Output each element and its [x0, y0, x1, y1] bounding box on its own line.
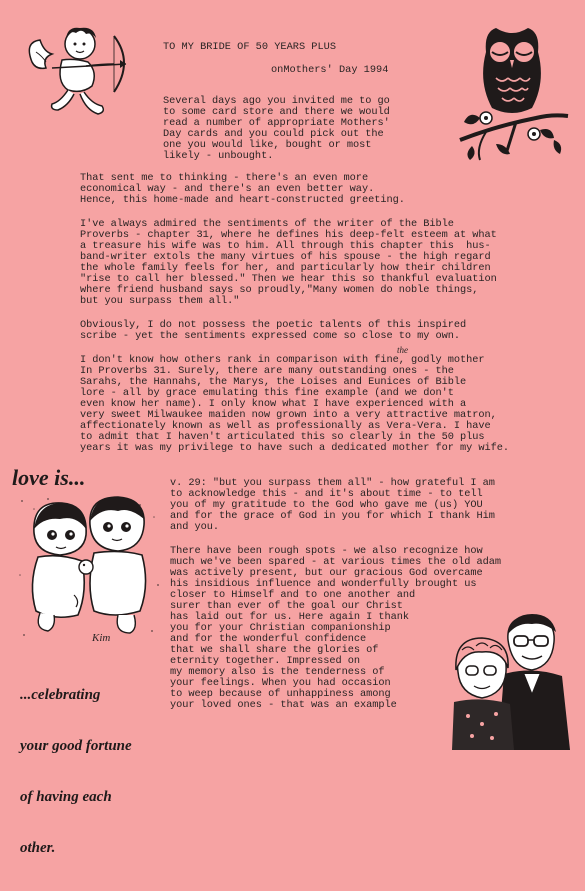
love-is-couple-icon — [14, 495, 164, 650]
paragraph-3-line: I've always admired the sentiments of the writer of the Bible — [80, 218, 454, 230]
caption-line: other. — [20, 840, 56, 856]
paragraph-4-line: Obviously, I do not possess the poetic talents of this inspired — [80, 319, 467, 331]
cartoonist-signature: Kim — [92, 632, 111, 644]
paragraph-3-line: where friend husband says so proudly,"Many women do noble things, — [80, 284, 479, 296]
paragraph-2-line: economical way - and there's an even better way. — [80, 183, 375, 195]
paragraph-5-line: affectionately known as well as professionally as Vera-Vera. I have — [80, 420, 491, 432]
paragraph-2-line: Hence, this home-made and heart-constructed greeting. — [80, 194, 405, 206]
paragraph-5-line: very sweet Milwaukee maiden now grown into a very attractive matron, — [80, 409, 497, 421]
paragraph-5-line: even know her name). I only know what I have experienced with a — [80, 398, 467, 410]
paragraph-5-line: Sarahs, the Hannahs, the Marys, the Loises and Eunices of Bible — [80, 376, 467, 388]
paragraph-7-line: surer than ever of the goal our Christ — [170, 600, 403, 612]
paragraph-7-line: your feelings. When you had occasion — [170, 677, 391, 689]
caption-line: your good fortune — [20, 738, 132, 754]
paragraph-6-line: and you. — [170, 521, 220, 533]
elderly-couple-icon — [452, 610, 572, 750]
paragraph-7-line: his insidious influence and wonderfully brought us — [170, 578, 477, 590]
paragraph-5-line: I don't know how others rank in comparison with fine, godly mother — [80, 354, 485, 366]
paragraph-3-line: a treasure his wife was to him. All through this chapter this hus- — [80, 240, 491, 252]
paragraph-6-line: to acknowledge this - and it's about time - to tell — [170, 488, 483, 500]
intro-line: one you would like, bought or most — [163, 139, 372, 151]
paragraph-7-line: has laid out for us. Here again I thank — [170, 611, 410, 623]
paragraph-5-line: to admit that I haven't articulated this so clearly in the 50 plus — [80, 431, 485, 443]
paragraph-7-line: my memory also is the tenderness of — [170, 666, 385, 678]
paragraph-7-line: closer to Himself and to one another and — [170, 589, 416, 601]
love-is-title: love is... — [12, 465, 86, 490]
paragraph-4-line: scribe - yet the sentiments expressed come so close to my own. — [80, 330, 461, 342]
paragraph-6-line: and for the grace of God in you for which I thank Him — [170, 510, 495, 522]
paragraph-3-line: Proverbs - chapter 31, where he defines his deep-felt esteem at what — [80, 229, 497, 241]
paragraph-7-line: that we shall share the glories of — [170, 644, 379, 656]
paragraph-5-line: In Proverbs 31. Surely, there are many outstanding ones - the — [80, 365, 454, 377]
paragraph-7-line: There have been rough spots - we also recognize how — [170, 545, 483, 557]
paragraph-7-line: eternity together. Impressed on — [170, 655, 361, 667]
cupid-icon — [22, 22, 142, 122]
paragraph-3-line: but you surpass them all." — [80, 295, 240, 307]
paragraph-6-line: you of my gratitude to the God who gave me (us) YOU — [170, 499, 483, 511]
intro-line: to some card store and there we would — [163, 106, 390, 118]
paragraph-3-line: band-writer extols the many virtues of his spouse - the high regard — [80, 251, 491, 263]
paragraph-7-line: much we've been spared - at various times the old adam — [170, 556, 501, 568]
love-is-caption — [20, 653, 180, 891]
paragraph-3-line: "rise to call her blessed." Then we hear this so thankful evaluation — [80, 273, 497, 285]
paragraph-7-line: to weep because of unhappiness among — [170, 688, 391, 700]
intro-line: read a number of appropriate Mothers' — [163, 117, 390, 129]
paragraph-5-line: lore - all by grace emulating this fine example (and we don't — [80, 387, 454, 399]
intro-line: Several days ago you invited me to go — [163, 95, 390, 107]
caption-line: of having each — [20, 789, 112, 805]
card-title: TO MY BRIDE OF 50 YEARS PLUS — [163, 41, 337, 53]
paragraph-7-line: was actively present, but our gracious God overcame — [170, 567, 483, 579]
intro-line: Day cards and you could pick out the — [163, 128, 384, 140]
paragraph-3-line: the whole family feels for her, and particularly how their children — [80, 262, 491, 274]
paragraph-7-line: you for your Christian companionship — [170, 622, 391, 634]
paragraph-7-line: your loved ones - that was an example — [170, 699, 397, 711]
card-date: onMothers' Day 1994 — [271, 64, 389, 76]
handwritten-insert: the — [397, 345, 408, 355]
paragraph-2-line: That sent me to thinking - there's an even more — [80, 172, 369, 184]
owl-icon — [456, 22, 571, 162]
paragraph-7-line: and for the wonderful confidence — [170, 633, 367, 645]
paragraph-5-line: years it was my privilege to have such a dedicated mother for my wife. — [80, 442, 510, 454]
paragraph-6-line: v. 29: "but you surpass them all" - how grateful I am — [170, 477, 495, 489]
caption-line: ...celebrating — [20, 687, 101, 703]
intro-line: likely - unbought. — [163, 150, 274, 162]
